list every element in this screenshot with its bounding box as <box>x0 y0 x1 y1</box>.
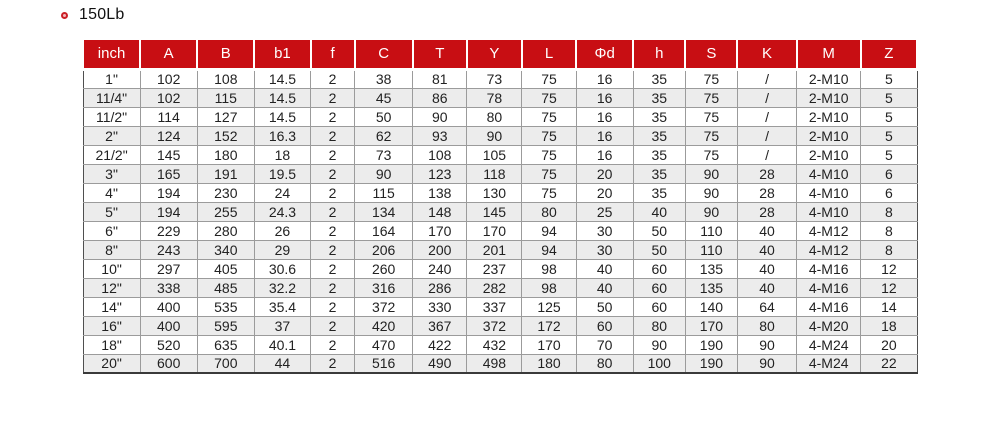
table-cell: 2 <box>311 126 355 145</box>
table-cell: 37 <box>254 316 310 335</box>
table-cell: 75 <box>685 88 737 107</box>
table-cell: 8 <box>861 240 917 259</box>
table-cell: 21/2" <box>83 145 140 164</box>
table-cell: 8 <box>861 202 917 221</box>
table-cell: 164 <box>355 221 413 240</box>
table-cell: 282 <box>467 278 522 297</box>
table-cell: 14.5 <box>254 69 310 88</box>
table-cell: 35 <box>633 69 685 88</box>
table-cell: 180 <box>522 354 576 373</box>
table-cell: 6 <box>861 183 917 202</box>
table-cell: 75 <box>522 126 576 145</box>
table-cell: 170 <box>685 316 737 335</box>
table-cell: 108 <box>197 69 254 88</box>
table-cell: 138 <box>413 183 467 202</box>
table-cell: 5" <box>83 202 140 221</box>
table-cell: 60 <box>576 316 633 335</box>
table-cell: 4-M12 <box>797 240 861 259</box>
table-cell: 4-M24 <box>797 335 861 354</box>
table-cell: 297 <box>140 259 197 278</box>
table-cell: 148 <box>413 202 467 221</box>
table-cell: 172 <box>522 316 576 335</box>
table-cell: 75 <box>522 88 576 107</box>
table-cell: 145 <box>140 145 197 164</box>
table-cell: 73 <box>355 145 413 164</box>
table-row <box>83 316 917 335</box>
table-cell: 32.2 <box>254 278 310 297</box>
table-row <box>83 183 917 202</box>
table-cell: 420 <box>355 316 413 335</box>
column-header: A <box>140 39 197 69</box>
table-cell: 237 <box>467 259 522 278</box>
table-cell: 94 <box>522 240 576 259</box>
table-row <box>83 202 917 221</box>
table-cell: 516 <box>355 354 413 373</box>
table-cell: 4-M10 <box>797 202 861 221</box>
table-cell: 4-M24 <box>797 354 861 373</box>
table-cell: 485 <box>197 278 254 297</box>
table-cell: 255 <box>197 202 254 221</box>
column-header: M <box>797 39 861 69</box>
table-cell: 50 <box>633 240 685 259</box>
table-cell: 30 <box>576 240 633 259</box>
table-row <box>83 145 917 164</box>
table-cell: 40.1 <box>254 335 310 354</box>
table-cell: 35 <box>633 88 685 107</box>
table-row <box>83 164 917 183</box>
table-cell: 2 <box>311 354 355 373</box>
table-cell: 73 <box>467 69 522 88</box>
column-header: f <box>311 39 355 69</box>
table-cell: 12 <box>861 259 917 278</box>
table-cell: 16 <box>576 88 633 107</box>
table-cell: 90 <box>467 126 522 145</box>
table-cell: 498 <box>467 354 522 373</box>
table-cell: 240 <box>413 259 467 278</box>
table-cell: 14.5 <box>254 107 310 126</box>
table-cell: 280 <box>197 221 254 240</box>
table-cell: 75 <box>522 145 576 164</box>
table-cell: 108 <box>413 145 467 164</box>
table-cell: 35 <box>633 183 685 202</box>
table-cell: 180 <box>197 145 254 164</box>
table-cell: 8" <box>83 240 140 259</box>
table-cell: 38 <box>355 69 413 88</box>
spec-table-header <box>83 39 917 69</box>
table-cell: 90 <box>685 164 737 183</box>
table-cell: 35 <box>633 126 685 145</box>
table-row <box>83 69 917 88</box>
table-row <box>83 126 917 145</box>
table-cell: 60 <box>633 259 685 278</box>
table-cell: 470 <box>355 335 413 354</box>
table-cell: 16" <box>83 316 140 335</box>
table-cell: 90 <box>685 202 737 221</box>
table-cell: 80 <box>737 316 796 335</box>
table-cell: 75 <box>522 69 576 88</box>
table-cell: 90 <box>355 164 413 183</box>
column-header: h <box>633 39 685 69</box>
table-cell: 14.5 <box>254 88 310 107</box>
table-cell: 19.5 <box>254 164 310 183</box>
column-header: T <box>413 39 467 69</box>
table-cell: 2-M10 <box>797 88 861 107</box>
table-cell: 40 <box>737 278 796 297</box>
table-cell: 75 <box>522 164 576 183</box>
table-cell: 11/4" <box>83 88 140 107</box>
table-cell: 16 <box>576 69 633 88</box>
table-cell: 400 <box>140 316 197 335</box>
table-cell: 4-M16 <box>797 297 861 316</box>
table-cell: / <box>737 107 796 126</box>
table-cell: 80 <box>467 107 522 126</box>
table-cell: / <box>737 69 796 88</box>
table-cell: 372 <box>467 316 522 335</box>
table-cell: 18 <box>254 145 310 164</box>
table-cell: 2 <box>311 316 355 335</box>
table-cell: 90 <box>737 354 796 373</box>
table-cell: 44 <box>254 354 310 373</box>
table-cell: 50 <box>355 107 413 126</box>
table-cell: 26 <box>254 221 310 240</box>
table-cell: 2-M10 <box>797 145 861 164</box>
table-cell: 118 <box>467 164 522 183</box>
table-cell: 140 <box>685 297 737 316</box>
radio-bullet-icon <box>61 12 68 19</box>
table-cell: 16 <box>576 145 633 164</box>
table-cell: 194 <box>140 202 197 221</box>
table-cell: 4-M16 <box>797 278 861 297</box>
header-row <box>83 39 917 69</box>
table-cell: 260 <box>355 259 413 278</box>
table-cell: 2 <box>311 202 355 221</box>
table-cell: 127 <box>197 107 254 126</box>
table-cell: 194 <box>140 183 197 202</box>
table-cell: 5 <box>861 107 917 126</box>
table-cell: 595 <box>197 316 254 335</box>
table-cell: 30.6 <box>254 259 310 278</box>
column-header: B <box>197 39 254 69</box>
table-cell: 105 <box>467 145 522 164</box>
table-cell: 40 <box>737 221 796 240</box>
table-cell: 4-M20 <box>797 316 861 335</box>
table-cell: 16 <box>576 126 633 145</box>
table-row <box>83 297 917 316</box>
column-header: Φd <box>576 39 633 69</box>
pressure-class-spec-table <box>82 38 918 374</box>
table-cell: 190 <box>685 354 737 373</box>
table-cell: 700 <box>197 354 254 373</box>
table-row <box>83 335 917 354</box>
table-cell: 12 <box>861 278 917 297</box>
spec-table-body <box>83 69 917 373</box>
table-cell: 316 <box>355 278 413 297</box>
table-cell: 2 <box>311 145 355 164</box>
section-title-row <box>61 6 125 24</box>
table-cell: 5 <box>861 126 917 145</box>
table-cell: 5 <box>861 145 917 164</box>
table-cell: 16.3 <box>254 126 310 145</box>
table-cell: 80 <box>522 202 576 221</box>
table-cell: 28 <box>737 202 796 221</box>
table-cell: 100 <box>633 354 685 373</box>
table-cell: 2 <box>311 107 355 126</box>
table-cell: 40 <box>576 278 633 297</box>
table-cell: 81 <box>413 69 467 88</box>
table-cell: 25 <box>576 202 633 221</box>
table-cell: 123 <box>413 164 467 183</box>
page-title: 150Lb <box>79 6 125 23</box>
table-cell: 1" <box>83 69 140 88</box>
table-cell: 70 <box>576 335 633 354</box>
table-cell: 35 <box>633 145 685 164</box>
column-header: inch <box>83 39 140 69</box>
table-cell: 64 <box>737 297 796 316</box>
table-cell: 114 <box>140 107 197 126</box>
table-cell: 20" <box>83 354 140 373</box>
table-cell: 2 <box>311 183 355 202</box>
table-cell: 170 <box>522 335 576 354</box>
table-cell: 340 <box>197 240 254 259</box>
table-cell: 60 <box>633 278 685 297</box>
table-cell: 5 <box>861 69 917 88</box>
table-cell: 90 <box>737 335 796 354</box>
table-cell: 200 <box>413 240 467 259</box>
table-cell: 45 <box>355 88 413 107</box>
table-cell: 145 <box>467 202 522 221</box>
table-row <box>83 354 917 373</box>
table-cell: 60 <box>633 297 685 316</box>
table-cell: 80 <box>633 316 685 335</box>
table-cell: 135 <box>685 259 737 278</box>
column-header: Y <box>467 39 522 69</box>
table-cell: 338 <box>140 278 197 297</box>
table-cell: 405 <box>197 259 254 278</box>
table-cell: 110 <box>685 240 737 259</box>
table-cell: 75 <box>522 107 576 126</box>
column-header: S <box>685 39 737 69</box>
table-cell: 635 <box>197 335 254 354</box>
table-cell: 40 <box>737 259 796 278</box>
table-cell: 432 <box>467 335 522 354</box>
table-cell: 2-M10 <box>797 69 861 88</box>
table-cell: / <box>737 145 796 164</box>
table-cell: 191 <box>197 164 254 183</box>
table-cell: 6 <box>861 164 917 183</box>
table-cell: 35.4 <box>254 297 310 316</box>
table-cell: 24 <box>254 183 310 202</box>
table-cell: 20 <box>861 335 917 354</box>
table-cell: 4-M10 <box>797 164 861 183</box>
table-cell: 80 <box>576 354 633 373</box>
table-cell: 170 <box>413 221 467 240</box>
table-cell: 337 <box>467 297 522 316</box>
table-cell: 12" <box>83 278 140 297</box>
table-cell: 367 <box>413 316 467 335</box>
table-cell: 201 <box>467 240 522 259</box>
table-cell: 102 <box>140 88 197 107</box>
table-cell: 535 <box>197 297 254 316</box>
table-cell: 2 <box>311 297 355 316</box>
table-cell: 35 <box>633 164 685 183</box>
table-cell: 2 <box>311 278 355 297</box>
table-cell: 6" <box>83 221 140 240</box>
table-cell: 40 <box>633 202 685 221</box>
table-cell: 90 <box>685 183 737 202</box>
table-cell: 18 <box>861 316 917 335</box>
table-cell: 230 <box>197 183 254 202</box>
table-cell: 11/2" <box>83 107 140 126</box>
table-cell: 4" <box>83 183 140 202</box>
table-cell: 286 <box>413 278 467 297</box>
table-cell: 62 <box>355 126 413 145</box>
table-cell: 372 <box>355 297 413 316</box>
table-cell: 600 <box>140 354 197 373</box>
table-cell: / <box>737 126 796 145</box>
table-cell: 2 <box>311 69 355 88</box>
table-cell: 125 <box>522 297 576 316</box>
table-row <box>83 278 917 297</box>
table-cell: 4-M10 <box>797 183 861 202</box>
table-cell: 170 <box>467 221 522 240</box>
table-cell: 243 <box>140 240 197 259</box>
table-cell: 4-M12 <box>797 221 861 240</box>
table-cell: 229 <box>140 221 197 240</box>
table-cell: 134 <box>355 202 413 221</box>
table-cell: 86 <box>413 88 467 107</box>
table-cell: 28 <box>737 183 796 202</box>
table-cell: 422 <box>413 335 467 354</box>
table-cell: 400 <box>140 297 197 316</box>
table-cell: 115 <box>197 88 254 107</box>
table-cell: 110 <box>685 221 737 240</box>
table-cell: 28 <box>737 164 796 183</box>
table-cell: 40 <box>737 240 796 259</box>
table-cell: 2" <box>83 126 140 145</box>
table-cell: 490 <box>413 354 467 373</box>
table-cell: 90 <box>413 107 467 126</box>
column-header: Z <box>861 39 917 69</box>
table-cell: 75 <box>685 126 737 145</box>
table-cell: 3" <box>83 164 140 183</box>
table-cell: 40 <box>576 259 633 278</box>
table-cell: 20 <box>576 183 633 202</box>
table-cell: 4-M16 <box>797 259 861 278</box>
table-row <box>83 107 917 126</box>
table-cell: 2-M10 <box>797 107 861 126</box>
table-cell: 165 <box>140 164 197 183</box>
table-cell: 18" <box>83 335 140 354</box>
table-cell: 14 <box>861 297 917 316</box>
table-cell: 75 <box>685 107 737 126</box>
table-cell: 2 <box>311 221 355 240</box>
table-cell: 29 <box>254 240 310 259</box>
table-cell: 14" <box>83 297 140 316</box>
table-cell: 22 <box>861 354 917 373</box>
table-cell: 98 <box>522 278 576 297</box>
table-cell: 5 <box>861 88 917 107</box>
table-cell: 2 <box>311 259 355 278</box>
table-cell: 2-M10 <box>797 126 861 145</box>
table-cell: 2 <box>311 240 355 259</box>
table-row <box>83 221 917 240</box>
table-cell: 35 <box>633 107 685 126</box>
table-cell: 10" <box>83 259 140 278</box>
table-cell: 50 <box>576 297 633 316</box>
column-header: b1 <box>254 39 310 69</box>
table-cell: 115 <box>355 183 413 202</box>
table-cell: 152 <box>197 126 254 145</box>
table-cell: 2 <box>311 335 355 354</box>
table-cell: 98 <box>522 259 576 278</box>
table-cell: 30 <box>576 221 633 240</box>
table-row <box>83 259 917 278</box>
table-cell: 94 <box>522 221 576 240</box>
table-cell: 130 <box>467 183 522 202</box>
column-header: K <box>737 39 796 69</box>
table-row <box>83 240 917 259</box>
table-cell: 124 <box>140 126 197 145</box>
column-header: C <box>355 39 413 69</box>
table-cell: 20 <box>576 164 633 183</box>
table-cell: 75 <box>685 145 737 164</box>
table-cell: 2 <box>311 88 355 107</box>
table-cell: 206 <box>355 240 413 259</box>
table-cell: 24.3 <box>254 202 310 221</box>
table-cell: 93 <box>413 126 467 145</box>
column-header: L <box>522 39 576 69</box>
table-cell: 520 <box>140 335 197 354</box>
table-cell: 90 <box>633 335 685 354</box>
table-cell: 50 <box>633 221 685 240</box>
table-row <box>83 88 917 107</box>
table-cell: 102 <box>140 69 197 88</box>
table-cell: 8 <box>861 221 917 240</box>
table-cell: 75 <box>522 183 576 202</box>
table-cell: 135 <box>685 278 737 297</box>
table-cell: 78 <box>467 88 522 107</box>
table-cell: / <box>737 88 796 107</box>
table-cell: 2 <box>311 164 355 183</box>
table-cell: 16 <box>576 107 633 126</box>
table-cell: 190 <box>685 335 737 354</box>
table-cell: 75 <box>685 69 737 88</box>
table-cell: 330 <box>413 297 467 316</box>
